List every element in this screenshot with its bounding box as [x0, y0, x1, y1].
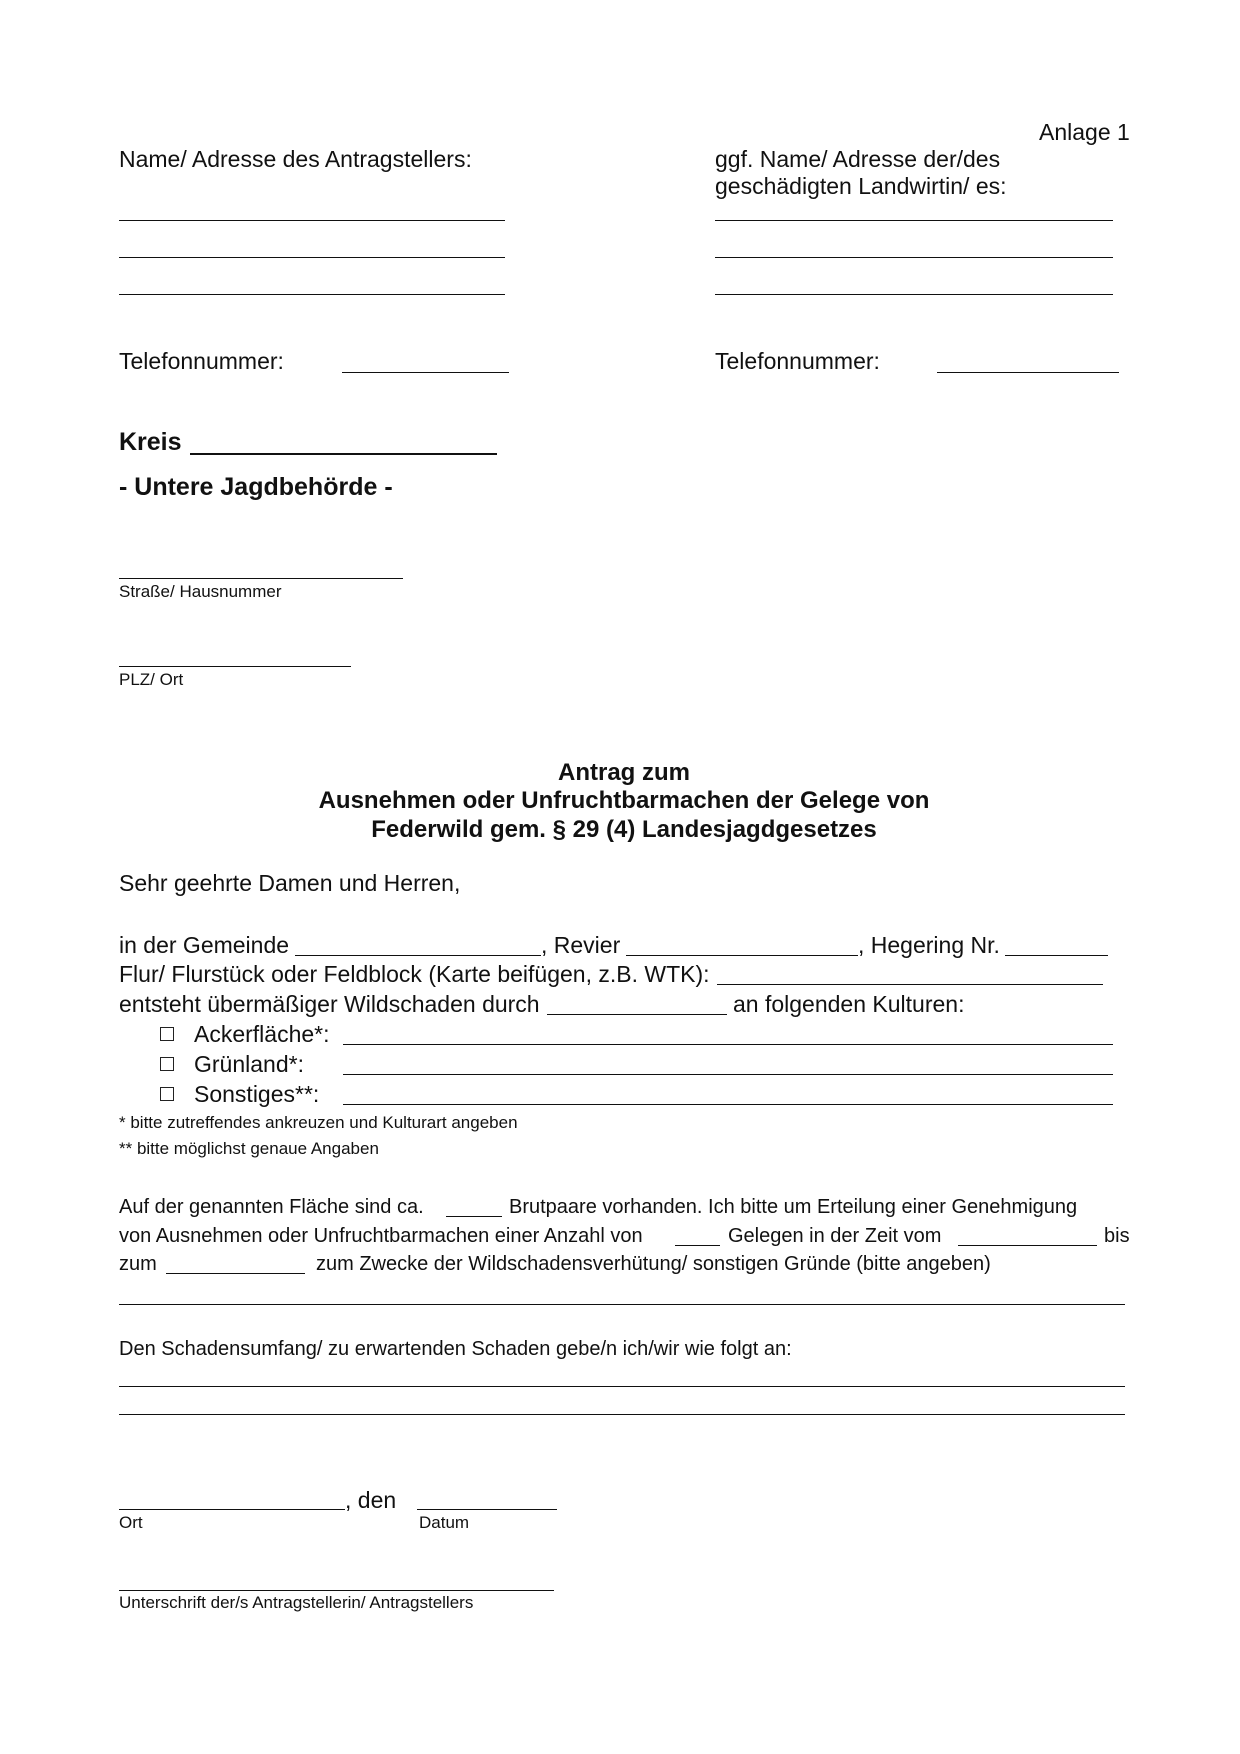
ackerflaeche-checkbox[interactable]	[160, 1027, 174, 1046]
phone-field-applicant[interactable]	[342, 372, 509, 373]
farmer-address-line-1[interactable]	[715, 220, 1113, 221]
paragraph-line2-start: von Ausnehmen oder Unfruchtbarmachen einer Anzahl von	[119, 1225, 643, 1247]
schaden-field-1[interactable]	[119, 1386, 1125, 1387]
annex-label: Anlage 1	[1039, 119, 1130, 145]
zeit-bis-field[interactable]	[166, 1273, 305, 1274]
paragraph-line3-end: zum Zwecke der Wildschadensverhütung/ sonstigen Gründe (bitte angeben)	[316, 1253, 991, 1275]
sonstiges-field[interactable]	[343, 1104, 1113, 1105]
revier-label: , Revier	[541, 932, 621, 958]
schaden-field-2[interactable]	[119, 1414, 1125, 1415]
brutpaare-field[interactable]	[446, 1216, 502, 1217]
farmer-address-line-3[interactable]	[715, 294, 1113, 295]
street-field[interactable]	[119, 578, 403, 579]
gelege-anzahl-field[interactable]	[675, 1245, 720, 1246]
paragraph-line1-end: Brutpaare vorhanden. Ich bitte um Erteilung einer Genehmigung	[509, 1196, 1078, 1218]
zeit-vom-field[interactable]	[958, 1245, 1097, 1246]
jagdbehoerde-label: - Untere Jagdbehörde -	[119, 473, 393, 501]
paragraph-line2-mid: Gelegen in der Zeit vom	[728, 1225, 942, 1247]
farmer-address-line-2[interactable]	[715, 257, 1113, 258]
title-line-3: Federwild gem. § 29 (4) Landesjagdgesetzes	[371, 816, 877, 843]
wildschaden-label: entsteht übermäßiger Wildschaden durch	[119, 991, 540, 1017]
phone-label-farmer: Telefonnummer:	[715, 348, 880, 374]
ort-caption: Ort	[119, 1513, 143, 1532]
gemeinde-label: in der Gemeinde	[119, 932, 290, 958]
phone-field-farmer[interactable]	[937, 372, 1119, 373]
hegering-label: , Hegering Nr.	[858, 932, 1000, 958]
flur-label: Flur/ Flurstück oder Feldblock (Karte beifügen, z.B. WTK):	[119, 961, 710, 987]
datum-caption: Datum	[419, 1513, 470, 1532]
ort-field[interactable]	[119, 1509, 345, 1510]
applicant-address-line-2[interactable]	[119, 257, 505, 258]
applicant-address-label: Name/ Adresse des Antragstellers:	[119, 146, 472, 172]
signature-field[interactable]	[119, 1590, 554, 1591]
applicant-address-line-3[interactable]	[119, 294, 505, 295]
salutation: Sehr geehrte Damen und Herren,	[119, 870, 461, 896]
paragraph-line3-start: zum	[119, 1253, 157, 1275]
gruende-field[interactable]	[119, 1304, 1125, 1305]
schaden-label: Den Schadensumfang/ zu erwartenden Schaden gebe/n ich/wir wie folgt an:	[119, 1338, 792, 1360]
footnote-1: * bitte zutreffendes ankreuzen und Kulturart angeben	[119, 1113, 518, 1132]
title-line-1: Antrag zum	[558, 759, 690, 786]
kulturen-label: an folgenden Kulturen:	[733, 991, 965, 1017]
ackerflaeche-label: Ackerfläche*:	[194, 1021, 330, 1047]
farmer-address-label-line2: geschädigten Landwirtin/ es:	[715, 173, 1007, 199]
den-label: , den	[345, 1487, 397, 1513]
wildschaden-field[interactable]	[547, 1014, 727, 1015]
applicant-address-line-1[interactable]	[119, 220, 505, 221]
paragraph-line2-bis: bis	[1104, 1225, 1130, 1247]
plz-caption: PLZ/ Ort	[119, 670, 184, 689]
gruenland-checkbox[interactable]	[160, 1057, 174, 1076]
title-line-2: Ausnehmen oder Unfruchtbarmachen der Gelege von	[318, 787, 930, 814]
paragraph-line1-start: Auf der genannten Fläche sind ca.	[119, 1196, 424, 1218]
ackerflaeche-field[interactable]	[343, 1044, 1113, 1045]
footnote-2: ** bitte möglichst genaue Angaben	[119, 1139, 379, 1158]
phone-label-applicant: Telefonnummer:	[119, 348, 284, 374]
kreis-field[interactable]	[190, 453, 497, 455]
sonstiges-checkbox[interactable]	[160, 1087, 174, 1106]
gemeinde-field[interactable]	[295, 955, 541, 956]
kreis-label: Kreis	[119, 428, 182, 456]
signature-caption: Unterschrift der/s Antragstellerin/ Antragstellers	[119, 1593, 474, 1612]
hegering-field[interactable]	[1005, 955, 1108, 956]
farmer-address-label-line1: ggf. Name/ Adresse der/des	[715, 146, 1001, 172]
sonstiges-label: Sonstiges**:	[194, 1081, 320, 1107]
revier-field[interactable]	[626, 955, 858, 956]
plz-field[interactable]	[119, 666, 351, 667]
street-caption: Straße/ Hausnummer	[119, 582, 282, 601]
gruenland-label: Grünland*:	[194, 1051, 304, 1077]
gruenland-field[interactable]	[343, 1074, 1113, 1075]
flur-field[interactable]	[717, 984, 1103, 985]
datum-field[interactable]	[417, 1509, 557, 1510]
